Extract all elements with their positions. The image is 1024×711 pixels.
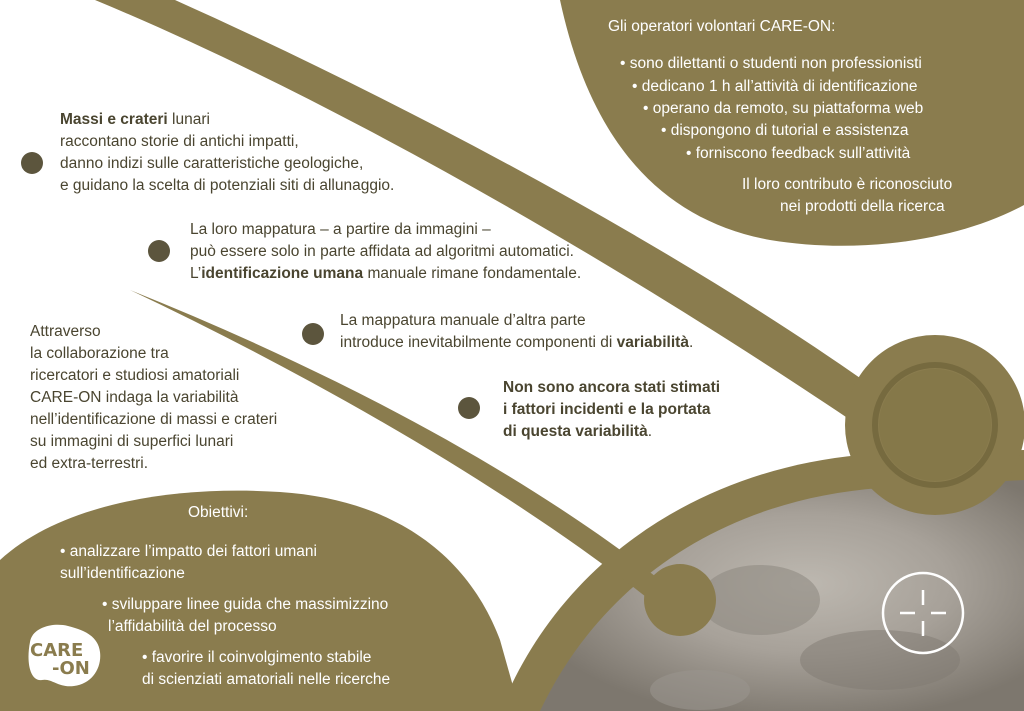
bold-text: Massi e crateri [60,111,168,128]
logo-text-line1: CARE [30,640,84,661]
lower-sphere [644,564,716,636]
volunteer-item: • dispongono di tutorial e assistenza [661,122,909,139]
paragraph-mappatura: La loro mappatura – a partire da immagini – può essere solo in parte affidata ad algoritmi automatici. L’identificazione umana manuale rimane fondamentale. [190,221,582,282]
paragraph-attraverso: Attraverso la collaborazione tra ricercatori e studiosi amatoriali CARE-ON indaga la variabilità nell’identificazione di massi e crateri su immagini di superfici lunari ed extra-terrestri. [30,323,278,472]
care-on-logo [22,622,104,690]
objectives-title: Obiettivi: [188,504,249,521]
logo-text-line2: -ON [52,658,90,679]
objective-item: l’affidabilità del processo [108,618,277,635]
crosshair-icon [880,570,966,656]
objective-item: • favorire il coinvolgimento stabile [142,649,372,666]
bullet-dot [302,323,324,345]
volunteer-item: • sono dilettanti o studenti non professionisti [620,55,922,72]
bullet-dot [21,152,43,174]
objective-item: • analizzare l’impatto dei fattori umani [60,543,317,560]
volunteers-title: Gli operatori volontari CARE-ON: [608,18,836,35]
paragraph-variabilita: La mappatura manuale d’altra parte introduce inevitabilmente componenti di variabilità. [340,312,694,351]
objective-item: di scienziati amatoriali nelle ricerche [142,671,391,688]
paragraph-massi-crateri: Massi e crateri lunari raccontano storie di antichi impatti, danno indizi sulle caratteristiche geologiche, e guidano la scelta di potenziali siti di allunaggio. [60,111,395,194]
paragraph-non-stimati: Non sono ancora stati stimati i fattori incidenti e la portata di questa variabilità. [503,379,721,440]
volunteer-note: Il loro contributo è riconosciuto [742,176,953,193]
objective-item: • sviluppare linee guida che massimizzino [102,596,389,613]
volunteer-item: • forniscono feedback sull’attività [686,145,911,162]
bullet-dot [458,397,480,419]
volunteer-item: • dedicano 1 h all’attività di identificazione [632,78,918,95]
volunteer-item: • operano da remoto, su piattaforma web [643,100,924,117]
bullet-dot [148,240,170,262]
objective-item: sull’identificazione [60,565,185,582]
volunteer-note: nei prodotti della ricerca [780,198,945,215]
